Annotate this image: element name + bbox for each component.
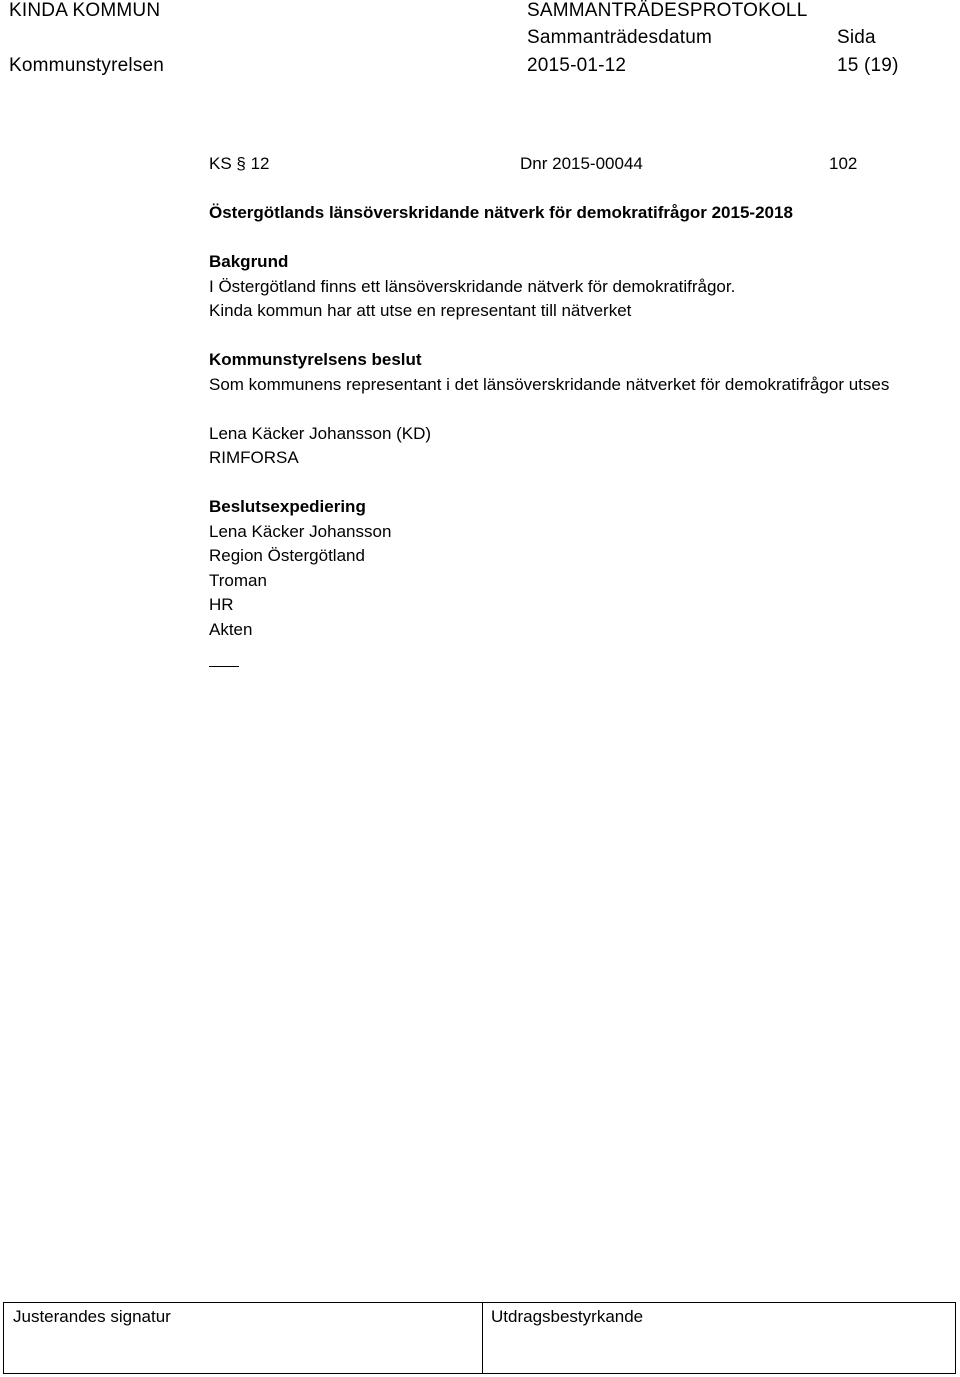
date-label: Sammanträdesdatum [527, 27, 713, 48]
signature-box [3, 1302, 956, 1374]
dispatch-recipient: HR [209, 595, 234, 614]
signature-divider [482, 1303, 483, 1373]
background-line: I Östergötland finns ett länsöverskridande nätverk för demokratifrågor. [209, 277, 736, 296]
dispatch-heading: Beslutsexpediering [209, 497, 366, 516]
background-line: Kinda kommun har att utse en representant till nätverket [209, 301, 632, 320]
page-number: 15 (19) [837, 55, 899, 76]
document-type: SAMMANTRÄDESPROTOKOLL [527, 0, 808, 21]
dispatch-recipient: Troman [209, 571, 267, 590]
case-number: 102 [829, 154, 858, 173]
signature-label-left: Justerandes signatur [13, 1307, 171, 1326]
meeting-date: 2015-01-12 [527, 55, 627, 76]
dispatch-recipient: Akten [209, 620, 253, 639]
dispatch-recipient: Region Östergötland [209, 546, 365, 565]
decision-text: Som kommunens representant i det länsöverskridande nätverket för demokratifrågor utses [209, 375, 890, 394]
committee-name: Kommunstyrelsen [9, 55, 165, 76]
signature-label-right: Utdragsbestyrkande [491, 1307, 644, 1326]
decision-appointee: Lena Käcker Johansson (KD) [209, 424, 432, 443]
case-title: Östergötlands länsöverskridande nätverk för demokratifrågor 2015-2018 [209, 203, 793, 222]
decision-location: RIMFORSA [209, 448, 299, 467]
dispatch-recipient: Lena Käcker Johansson [209, 522, 392, 541]
org-name: KINDA KOMMUN [9, 0, 161, 21]
section-end-rule [209, 666, 239, 667]
background-heading: Bakgrund [209, 252, 289, 271]
case-id: KS § 12 [209, 154, 270, 173]
case-dnr: Dnr 2015-00044 [520, 154, 643, 173]
page-label: Sida [837, 27, 876, 48]
decision-heading: Kommunstyrelsens beslut [209, 350, 422, 369]
